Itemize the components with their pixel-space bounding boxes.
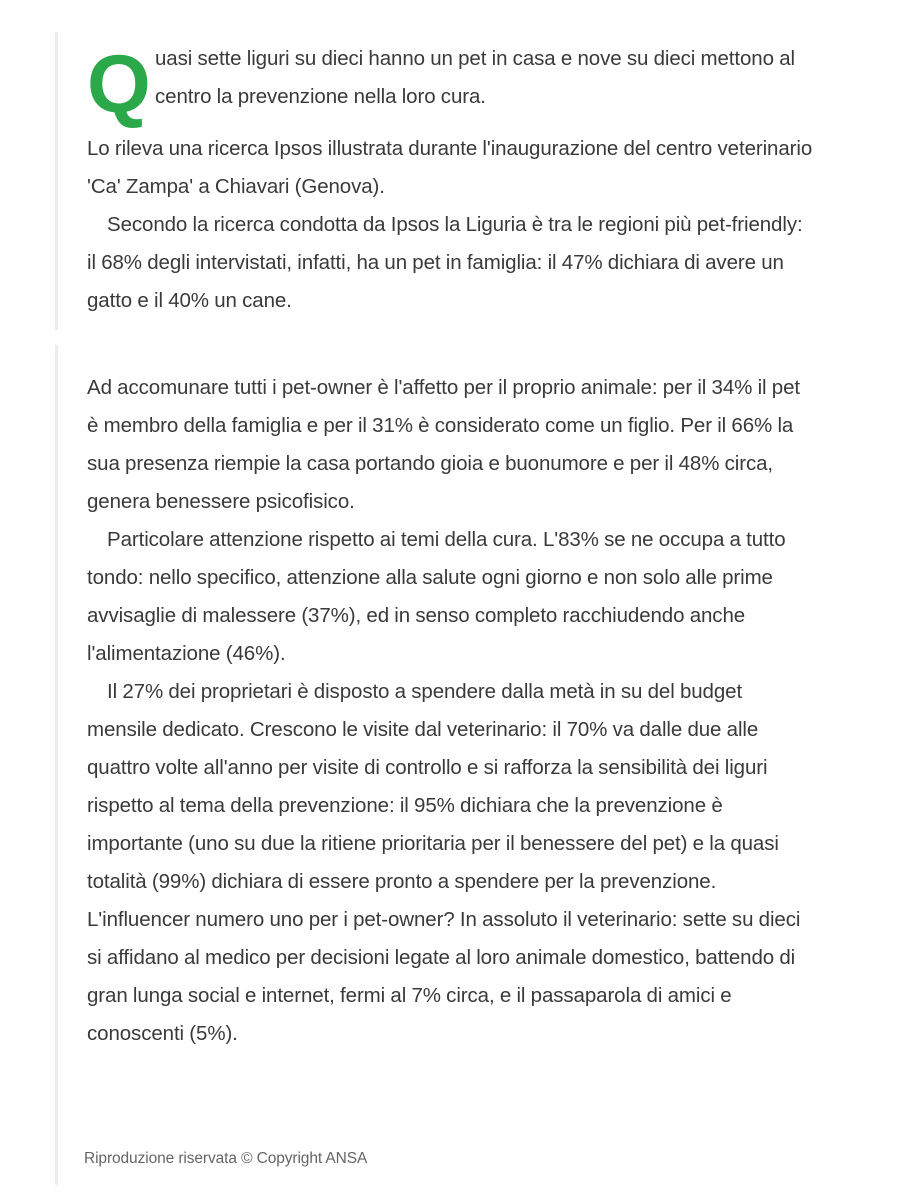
paragraph-liguria-stats: Secondo la ricerca condotta da Ipsos la Liguria è tra le regioni più pet-friendly: il 68% degli intervistati, infatti, ha un pet in famiglia: il 47% dichiara di avere un gatto e il 40% un cane.: [87, 213, 803, 312]
paragraph-ipsos-source: Lo rileva una ricerca Ipsos illustrata durante l'inaugurazione del centro veterinario 'Ca' Zampa' a Chiavari (Genova).: [87, 137, 813, 198]
article-block-body: [55, 345, 815, 1185]
drop-cap: Q: [87, 39, 151, 130]
copyright-notice: Riproduzione riservata © Copyright ANSA: [84, 1150, 368, 1167]
lead-text: uasi sette liguri su dieci hanno un pet in casa e nove su dieci mettono al centro la prevenzione nella loro cura.: [155, 47, 795, 108]
lead-paragraph: [87, 39, 815, 130]
paragraph-care: Particolare attenzione rispetto ai temi della cura. L'83% se ne occupa a tutto tondo: nello specifico, attenzione alla salute ogni giorno e non solo alle prime avvisaglie di malessere (37%), ed in senso completo racchiudendo anche l'alimentazione (46%).: [87, 528, 786, 665]
paragraph-budget-vet: Il 27% dei proprietari è disposto a spendere dalla metà in su del budget mensile dedicato. Crescono le visite dal veterinario: il 70% va dalle due alle quattro volte all'anno per visite di controllo e si rafforza la sensibilità dei liguri rispetto al tema della prevenzione: il 95% dichiara che la prevenzione è importante (uno su due la ritiene prioritaria per il benessere del pet) e la quasi totalità (99%) dichiara di essere pronto a spendere per la prevenzione. L'influencer numero uno per i pet-owner? In assoluto il veterinario: sette su dieci si affidano al medico per decisioni legate al loro animale domestico, battendo di gran lunga social e internet, fermi al 7% circa, e il passaparola di amici e conoscenti (5%).: [87, 680, 801, 1045]
article-block-intro: [55, 32, 815, 330]
paragraph-affection: Ad accomunare tutti i pet-owner è l'affetto per il proprio animale: per il 34% il pet è membro della famiglia e per il 31% è considerato come un figlio. Per il 66% la sua presenza riempie la casa portando gioia e buonumore e per il 48% circa, genera benessere psicofisico.: [87, 376, 800, 513]
